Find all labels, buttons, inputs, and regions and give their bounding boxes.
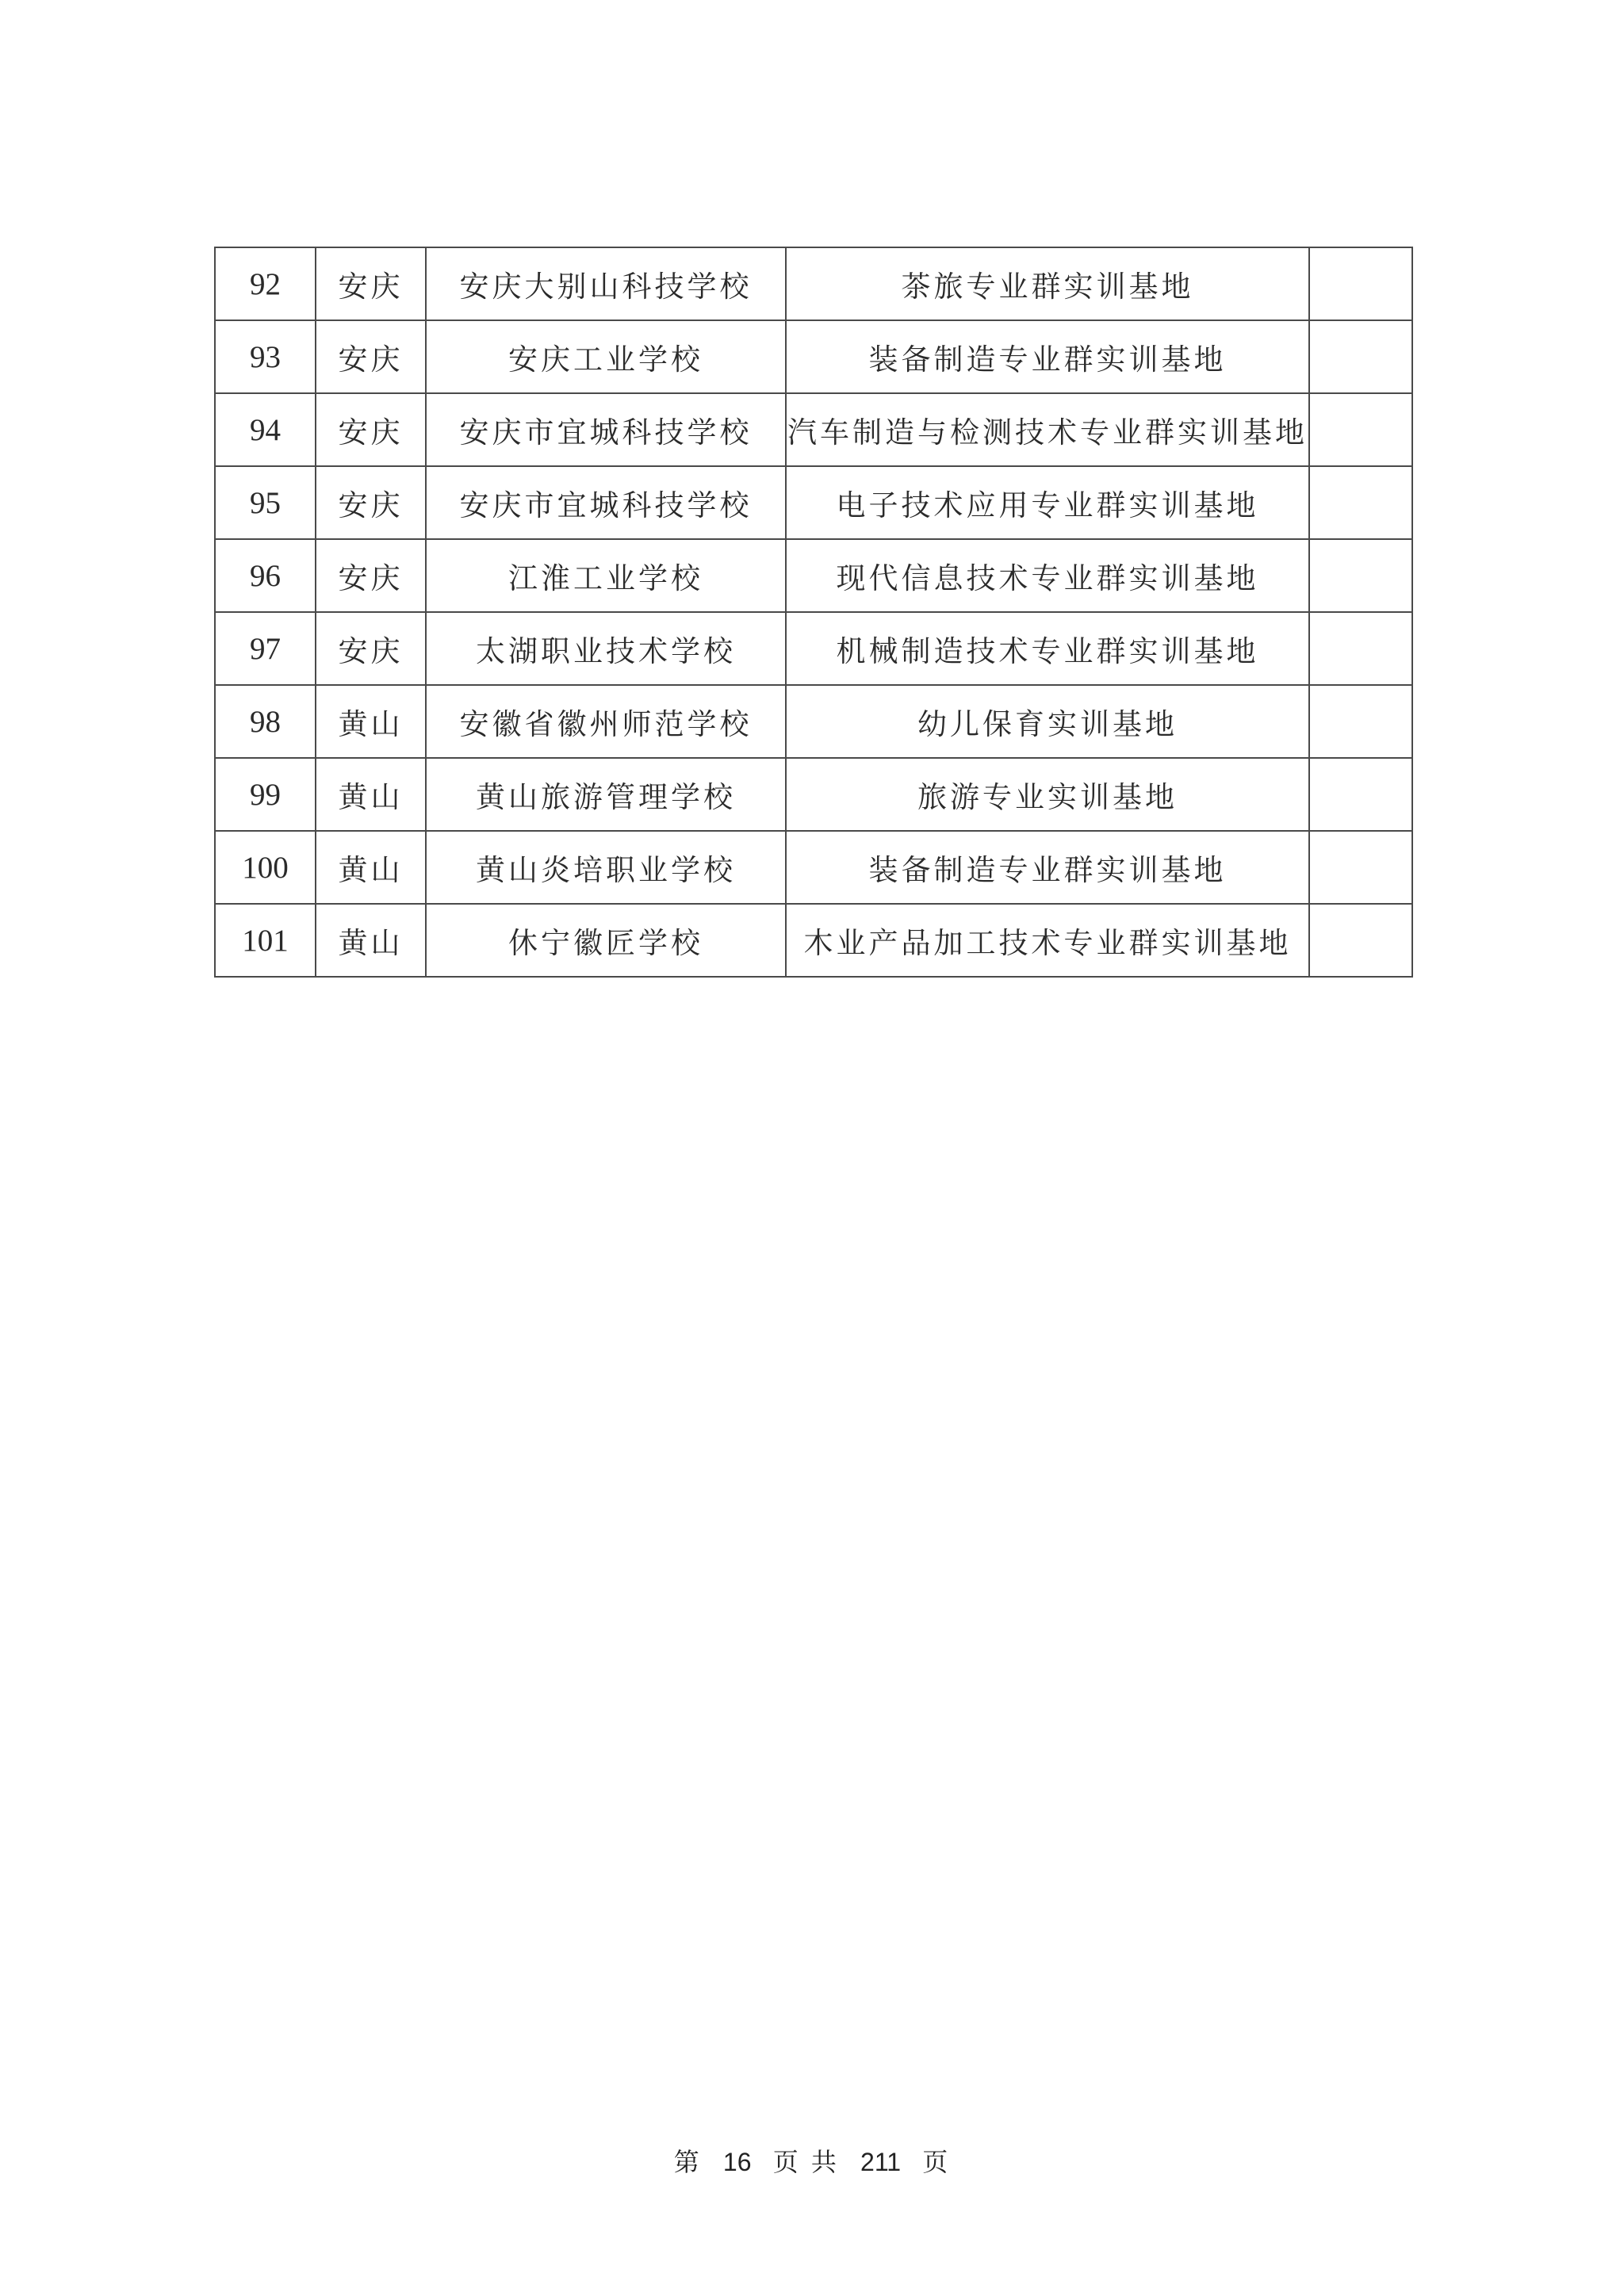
row-number: 96 <box>215 539 316 612</box>
row-number: 97 <box>215 612 316 685</box>
row-school: 太湖职业技术学校 <box>426 612 786 685</box>
row-training-base: 机械制造技术专业群实训基地 <box>786 612 1309 685</box>
row-city: 安庆 <box>316 393 426 466</box>
row-number: 101 <box>215 904 316 977</box>
row-number: 95 <box>215 466 316 539</box>
row-school: 安庆市宜城科技学校 <box>426 466 786 539</box>
footer-suffix: 页 <box>922 2147 951 2177</box>
current-page-number: 16 <box>722 2148 752 2176</box>
total-pages-number: 211 <box>860 2148 902 2176</box>
table-row <box>215 612 1412 685</box>
row-training-base: 装备制造专业群实训基地 <box>786 320 1309 393</box>
row-number: 93 <box>215 320 316 393</box>
row-training-base: 幼儿保育实训基地 <box>786 685 1309 758</box>
table-row <box>215 539 1412 612</box>
footer-prefix: 第 <box>673 2147 702 2177</box>
row-city: 安庆 <box>316 247 426 320</box>
row-school: 休宁徽匠学校 <box>426 904 786 977</box>
row-school: 黄山旅游管理学校 <box>426 758 786 831</box>
row-number: 98 <box>215 685 316 758</box>
table-row <box>215 247 1412 320</box>
row-training-base: 电子技术应用专业群实训基地 <box>786 466 1309 539</box>
row-school: 黄山炎培职业学校 <box>426 831 786 904</box>
row-school: 安庆大别山科技学校 <box>426 247 786 320</box>
row-training-base: 旅游专业实训基地 <box>786 758 1309 831</box>
row-city: 安庆 <box>316 612 426 685</box>
row-number: 94 <box>215 393 316 466</box>
row-note <box>1309 247 1412 320</box>
footer-middle: 页 共 <box>772 2147 839 2177</box>
row-note <box>1309 831 1412 904</box>
row-training-base: 现代信息技术专业群实训基地 <box>786 539 1309 612</box>
table-row <box>215 831 1412 904</box>
row-city: 安庆 <box>316 320 426 393</box>
row-number: 99 <box>215 758 316 831</box>
row-training-base: 装备制造专业群实训基地 <box>786 831 1309 904</box>
table-row <box>215 466 1412 539</box>
row-note <box>1309 612 1412 685</box>
row-city: 黄山 <box>316 758 426 831</box>
table-row <box>215 904 1412 977</box>
row-city: 安庆 <box>316 539 426 612</box>
row-school: 安庆市宜城科技学校 <box>426 393 786 466</box>
row-city: 黄山 <box>316 904 426 977</box>
row-city: 安庆 <box>316 466 426 539</box>
row-city: 黄山 <box>316 831 426 904</box>
table-row <box>215 320 1412 393</box>
row-training-base: 汽车制造与检测技术专业群实训基地 <box>786 393 1309 466</box>
row-school: 安徽省徽州师范学校 <box>426 685 786 758</box>
table-row <box>215 393 1412 466</box>
training-base-table <box>214 247 1413 978</box>
row-number: 92 <box>215 247 316 320</box>
row-note <box>1309 758 1412 831</box>
page-footer <box>0 2142 1624 2179</box>
row-school: 江淮工业学校 <box>426 539 786 612</box>
row-note <box>1309 466 1412 539</box>
table-body <box>215 247 1412 977</box>
row-training-base: 木业产品加工技术专业群实训基地 <box>786 904 1309 977</box>
row-note <box>1309 904 1412 977</box>
row-note <box>1309 539 1412 612</box>
table-row <box>215 685 1412 758</box>
row-number: 100 <box>215 831 316 904</box>
row-note <box>1309 320 1412 393</box>
table-row <box>215 758 1412 831</box>
row-city: 黄山 <box>316 685 426 758</box>
row-note <box>1309 393 1412 466</box>
row-school: 安庆工业学校 <box>426 320 786 393</box>
row-training-base: 茶旅专业群实训基地 <box>786 247 1309 320</box>
row-note <box>1309 685 1412 758</box>
